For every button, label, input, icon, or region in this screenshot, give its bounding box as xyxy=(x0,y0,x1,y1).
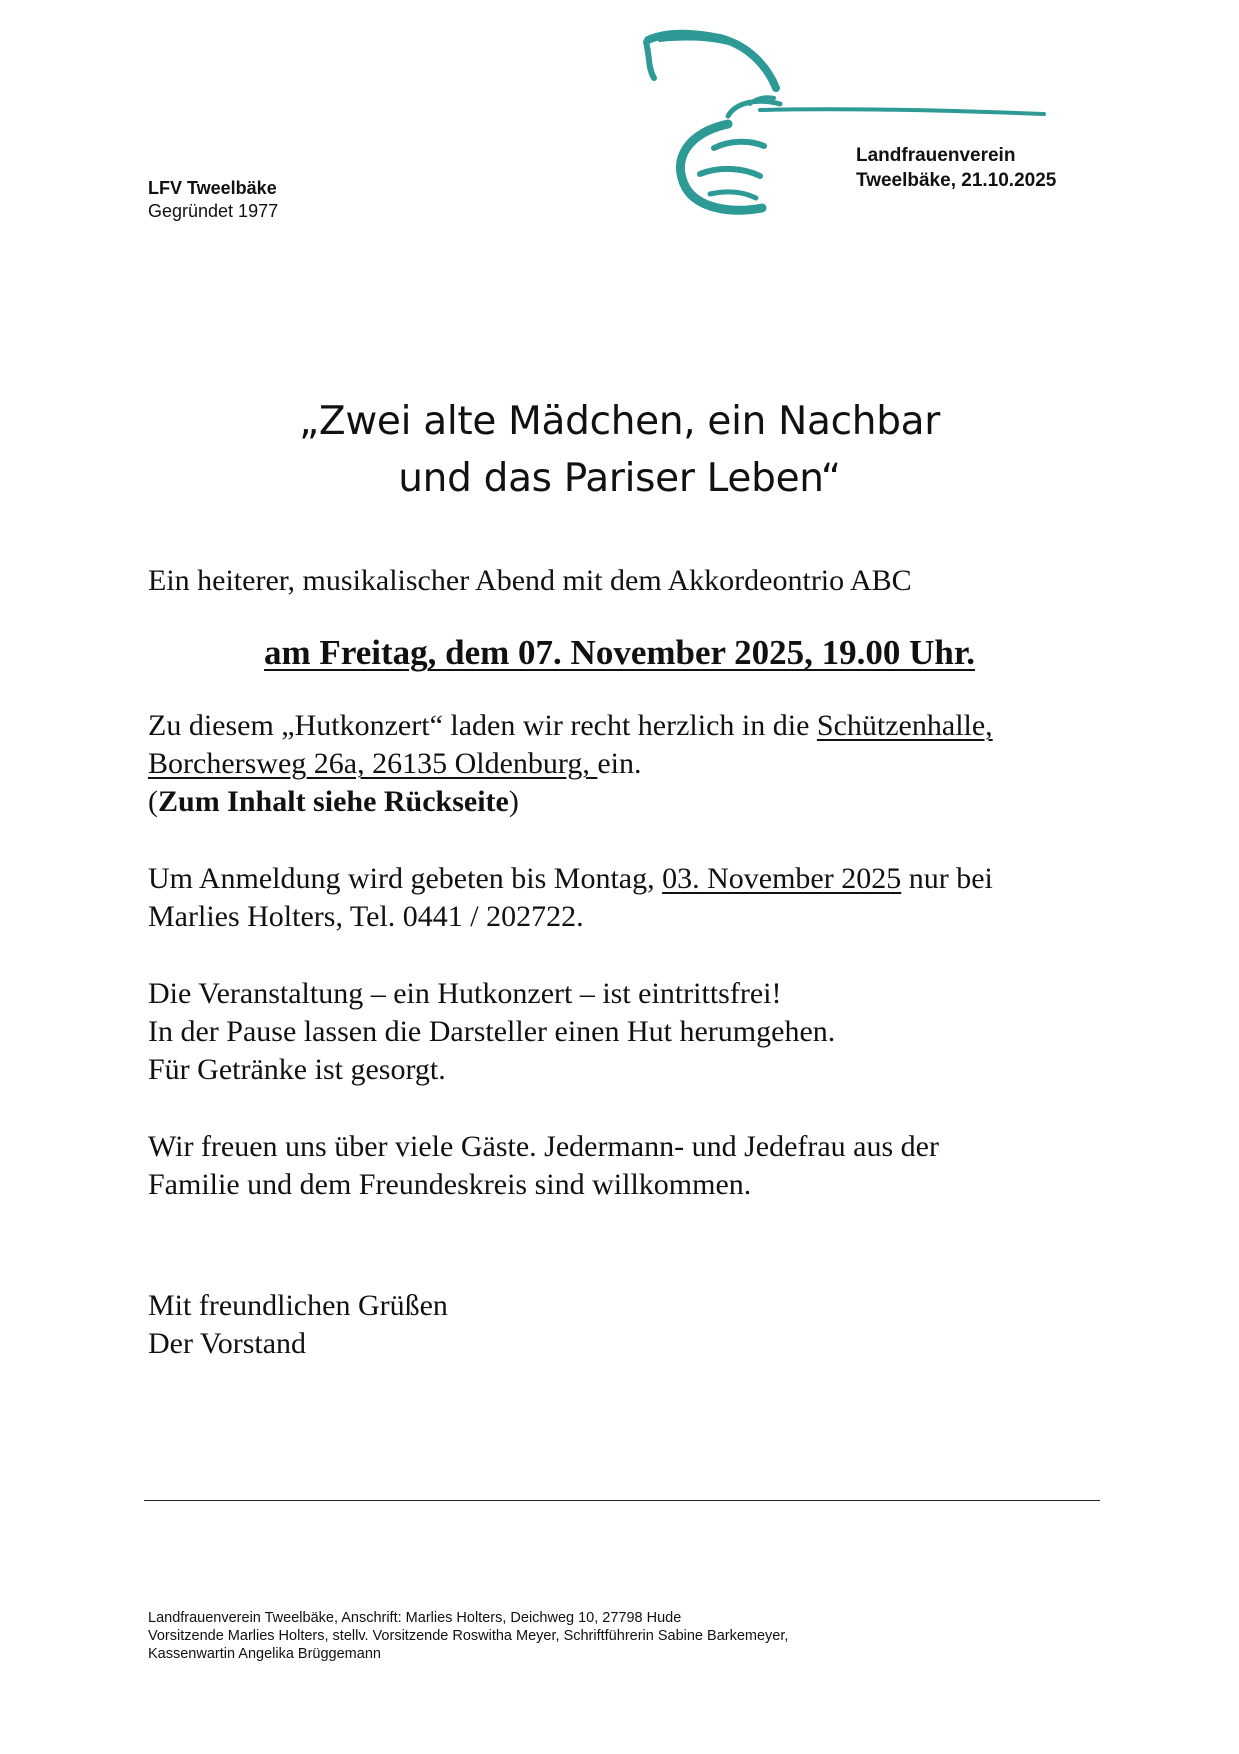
paren-open: ( xyxy=(148,785,158,818)
founding-year: Gegründet 1977 xyxy=(148,201,279,221)
closing-signature: Der Vorstand xyxy=(148,1327,307,1360)
info-line-1: Die Veranstaltung – ein Hutkonzert – ist eintrittsfrei! xyxy=(148,977,782,1010)
welcome-line-2: Familie und dem Freundeskreis sind willkommen. xyxy=(148,1168,752,1201)
venue-address: Borchersweg 26a, 26135 Oldenburg, xyxy=(148,747,598,780)
paren-close: ) xyxy=(508,785,519,818)
info-paragraph xyxy=(148,975,1108,1089)
event-date xyxy=(0,631,1239,675)
sender-place-date xyxy=(856,143,1056,193)
venue-name: Schützenhalle, xyxy=(816,709,993,742)
event-date-text: am Freitag, dem 07. November 2025, 19.00 Uhr. xyxy=(264,633,975,672)
registration-text: Um Anmeldung wird gebeten bis Montag, xyxy=(148,862,663,895)
footer xyxy=(148,1609,788,1663)
welcome-line-1: Wir freuen uns über viele Gäste. Jedermann- und Jedefrau aus der xyxy=(148,1130,939,1163)
see-back-note xyxy=(148,783,1108,821)
sender-short-name: LFV Tweelbäke xyxy=(148,178,277,198)
footer-treasurer: Kassenwartin Angelika Brüggemann xyxy=(148,1646,381,1662)
association-name: Landfrauenverein xyxy=(856,145,1016,166)
intro-paragraph xyxy=(148,562,1108,600)
footer-divider xyxy=(144,1500,1100,1501)
footer-board: Vorsitzende Marlies Holters, stellv. Vorsitzende Roswitha Meyer, Schriftführerin Sabine Barkemeyer, xyxy=(148,1628,789,1644)
see-back-text: Zum Inhalt siehe Rückseite xyxy=(158,785,509,818)
invitation-text: Zu diesem „Hutkonzert“ laden wir recht herzlich in die xyxy=(148,709,817,742)
place-date: Tweelbäke, 21.10.2025 xyxy=(856,170,1057,191)
closing xyxy=(148,1287,1108,1363)
invitation-line-2 xyxy=(148,745,1108,783)
intro-text: Ein heiterer, musikalischer Abend mit dem Akkordeontrio ABC xyxy=(148,564,912,597)
info-line-3: Für Getränke ist gesorgt. xyxy=(148,1053,446,1086)
invitation-line-1 xyxy=(148,707,1108,745)
invitation-end: ein. xyxy=(597,747,642,780)
registration-deadline: 03. November 2025 xyxy=(662,862,902,895)
info-line-2: In der Pause lassen die Darsteller einen Hut herumgehen. xyxy=(148,1015,836,1048)
event-title-line-1: „Zwei alte Mädchen, ein Nachbar xyxy=(299,399,940,444)
registration-paragraph xyxy=(148,860,1108,936)
event-title xyxy=(0,393,1239,507)
sender-short-info xyxy=(148,177,278,223)
registration-contact: Marlies Holters, Tel. 0441 / 202722. xyxy=(148,900,584,933)
event-title-line-2: und das Pariser Leben“ xyxy=(398,456,841,501)
invitation-paragraph xyxy=(148,707,1108,821)
landfrauen-logo-icon xyxy=(640,28,1060,228)
closing-greeting: Mit freundlichen Grüßen xyxy=(148,1289,448,1322)
footer-address: Landfrauenverein Tweelbäke, Anschrift: Marlies Holters, Deichweg 10, 27798 Hude xyxy=(148,1610,682,1626)
registration-text-end: nur bei xyxy=(901,862,993,895)
registration-line-1 xyxy=(148,860,1108,898)
welcome-paragraph xyxy=(148,1128,1108,1204)
